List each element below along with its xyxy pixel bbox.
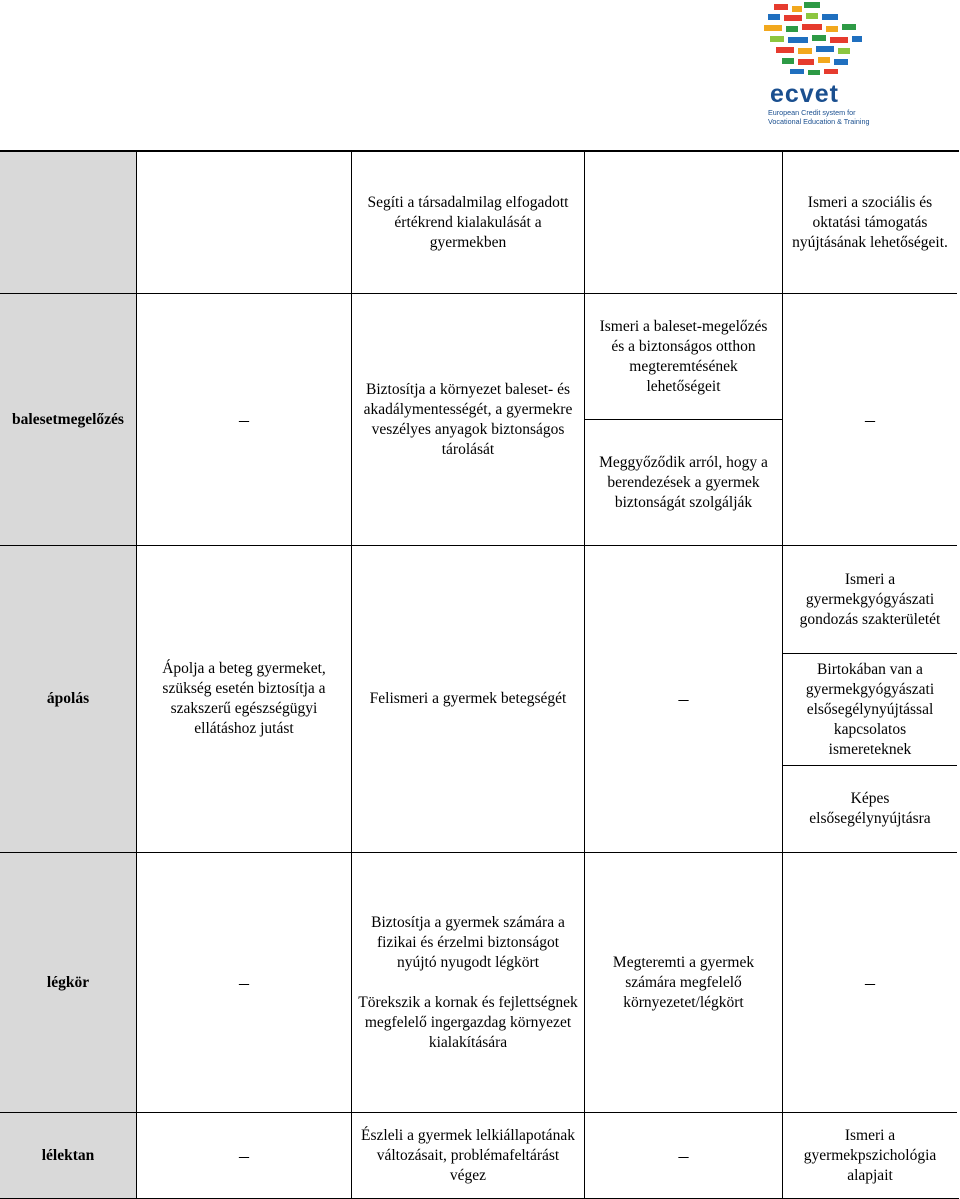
- table-cell: Ápolja a beteg gyermeket, szükség esetén biztosítja a szakszerű egészségügyi ellátáshoz jutást: [137, 546, 352, 853]
- logo-wordmark: ecvet: [770, 80, 839, 108]
- logo-subtitle-line1: European Credit system for: [768, 108, 856, 117]
- table-subcell: Ismeri a baleset-megelőzés és a biztonságos otthon megteremtésének lehetőségeit: [599, 317, 768, 395]
- row-header: [0, 152, 137, 294]
- empty-dash: –: [585, 546, 783, 853]
- table-subcell: Birtokában van a gyermekgyógyászati elsősegélynyújtással kapcsolatos ismereteknek: [783, 653, 957, 765]
- logo-subtitle: [768, 108, 890, 126]
- row-header: balesetmegelőzés: [0, 294, 137, 546]
- table-cell-split: [585, 294, 783, 546]
- cell-paragraph: Törekszik a kornak és fejlettségnek megfelelő ingergazdag környezet kialakítására: [358, 993, 578, 1051]
- table-cell: Biztosítja a környezet baleset- és akadálymentességét, a gyermekre veszélyes anyagok biztonságos tárolását: [352, 294, 585, 546]
- table-cell-split: [783, 546, 957, 853]
- table-cell: Ismeri a gyermekpszichológia alapjait: [803, 1126, 937, 1184]
- table-cell: Ismeri a szociális és oktatási támogatás nyújtásának lehetőségeit.: [783, 152, 957, 294]
- empty-dash: –: [137, 853, 352, 1113]
- table-subcell: Ismeri a gyermekgyógyászati gondozás szakterületét: [799, 570, 941, 628]
- empty-dash: –: [585, 1113, 783, 1198]
- table-cell: Megteremti a gyermek számára megfelelő környezetet/légkört: [585, 853, 783, 1113]
- table-subcell: Képes elsősegélynyújtásra: [783, 765, 957, 852]
- competency-table: [0, 150, 959, 1199]
- table-cell: Segíti a társadalmilag elfogadott értékrend kialakulását a gyermekben: [352, 152, 585, 294]
- table-cell: [352, 853, 585, 1113]
- empty-dash: –: [783, 294, 957, 546]
- row-header: ápolás: [0, 546, 137, 853]
- logo-mosaic-icon: [760, 2, 890, 82]
- cell-paragraph: Biztosítja a gyermek számára a fizikai és érzelmi biztonságot nyújtó nyugodt légkört: [371, 913, 565, 971]
- table-cell: Észleli a gyermek lelkiállapotának változásait, problémafeltárást végez: [352, 1113, 585, 1198]
- table-cell: [585, 152, 783, 294]
- logo-subtitle-line2: Vocational Education & Training: [768, 117, 870, 126]
- ecvet-logo: [760, 2, 890, 130]
- table-cell: Felismeri a gyermek betegségét: [352, 546, 585, 853]
- empty-dash: –: [137, 1113, 352, 1198]
- empty-dash: –: [137, 294, 352, 546]
- table-subcell: Meggyőződik arról, hogy a berendezések a gyermek biztonságát szolgálják: [585, 419, 782, 545]
- row-header: lélektan: [0, 1113, 137, 1198]
- table-cell: [137, 152, 352, 294]
- row-header: légkör: [0, 853, 137, 1113]
- empty-dash: –: [783, 853, 957, 1113]
